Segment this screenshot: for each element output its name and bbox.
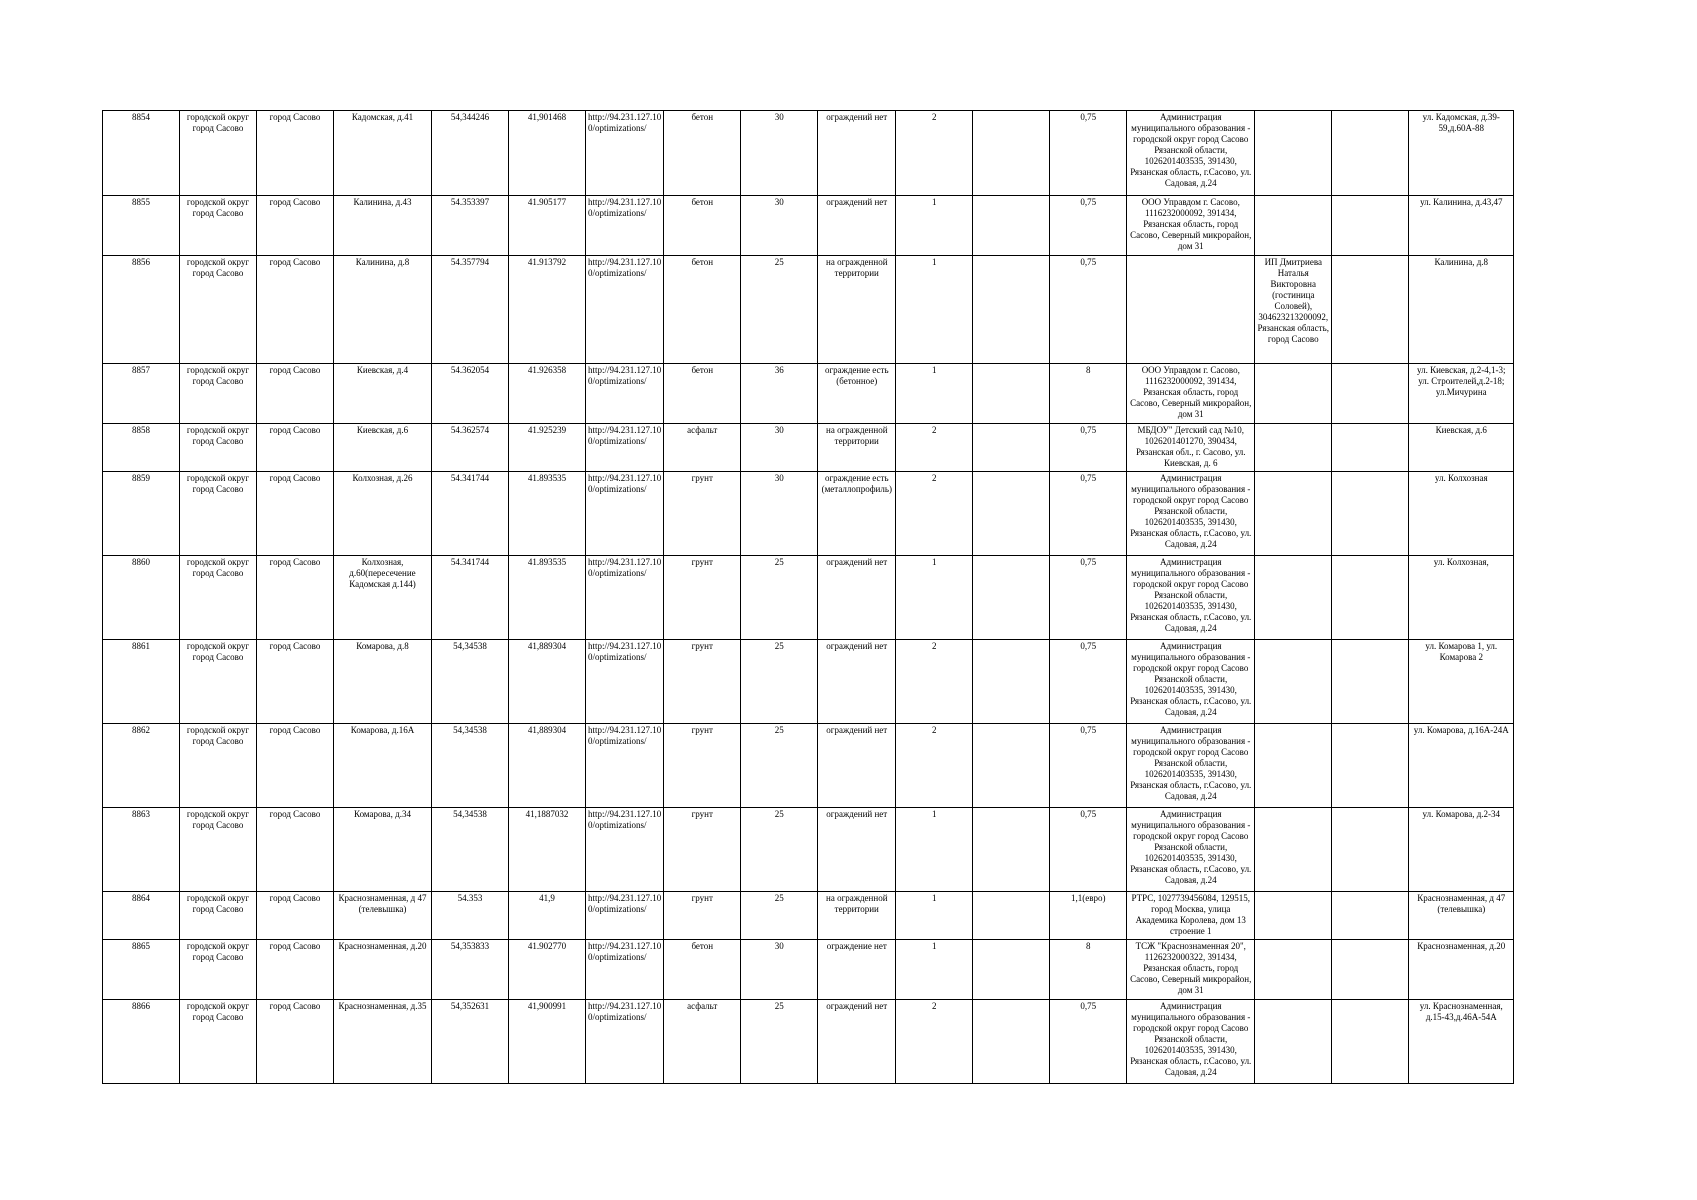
fence-cell: ограждение есть (металлопрофиль) xyxy=(818,472,896,556)
container-volume-cell: 0,75 xyxy=(1050,111,1127,196)
row-id-cell: 8860 xyxy=(103,556,180,640)
latitude-cell: 54,34538 xyxy=(432,724,509,808)
map-link-cell: http://94.231.127.10 0/optimizations/ xyxy=(586,111,664,196)
longitude-cell: 41.893535 xyxy=(509,556,586,640)
longitude-cell: 41,9 xyxy=(509,892,586,940)
longitude-cell: 41.893535 xyxy=(509,472,586,556)
longitude-cell: 41.905177 xyxy=(509,196,586,256)
container-volume-cell: 0,75 xyxy=(1050,724,1127,808)
empty-cell xyxy=(1332,556,1409,640)
locality-cell: город Сасово xyxy=(257,940,334,1000)
fence-cell: ограждение нет xyxy=(818,940,896,1000)
container-volume-cell: 0,75 xyxy=(1050,1000,1127,1084)
row-id-cell: 8864 xyxy=(103,892,180,940)
map-link-cell: http://94.231.127.10 0/optimizations/ xyxy=(586,364,664,424)
row-id-cell: 8856 xyxy=(103,256,180,364)
locality-cell: город Сасово xyxy=(257,196,334,256)
locality-cell: город Сасово xyxy=(257,1000,334,1084)
address-cell: Кадомская, д.41 xyxy=(334,111,432,196)
district-cell: городской округ город Сасово xyxy=(180,940,257,1000)
address-cell: Киевская, д.6 xyxy=(334,424,432,472)
empty-cell xyxy=(1332,808,1409,892)
row-id-cell: 8854 xyxy=(103,111,180,196)
empty-cell xyxy=(1332,640,1409,724)
longitude-cell: 41.902770 xyxy=(509,940,586,1000)
table-row xyxy=(103,1000,1514,1084)
containers-count-cell: 2 xyxy=(896,111,973,196)
empty-cell xyxy=(1332,892,1409,940)
longitude-cell: 41.913792 xyxy=(509,256,586,364)
address-cell: Колхозная, д.60(пересечение Кадомская д.144) xyxy=(334,556,432,640)
row-id-cell: 8857 xyxy=(103,364,180,424)
containers-count-cell: 1 xyxy=(896,892,973,940)
empty-cell xyxy=(973,1000,1050,1084)
map-link-cell: http://94.231.127.10 0/optimizations/ xyxy=(586,256,664,364)
surface-cell: грунт xyxy=(664,724,741,808)
map-link-cell: http://94.231.127.10 0/optimizations/ xyxy=(586,196,664,256)
table-row xyxy=(103,892,1514,940)
empty-cell xyxy=(1332,472,1409,556)
surface-cell: бетон xyxy=(664,256,741,364)
map-link-cell: http://94.231.127.10 0/optimizations/ xyxy=(586,808,664,892)
empty-cell xyxy=(1332,724,1409,808)
surface-cell: грунт xyxy=(664,640,741,724)
waste-sources-cell: ул. Кадомская, д.39-59,д.60А-88 xyxy=(1409,111,1514,196)
fence-cell: ограждений нет xyxy=(818,724,896,808)
container-volume-cell: 0,75 xyxy=(1050,808,1127,892)
table-row xyxy=(103,196,1514,256)
locality-cell: город Сасово xyxy=(257,640,334,724)
empty-cell xyxy=(973,111,1050,196)
locality-cell: город Сасово xyxy=(257,724,334,808)
map-link-cell: http://94.231.127.10 0/optimizations/ xyxy=(586,892,664,940)
map-link-cell: http://94.231.127.10 0/optimizations/ xyxy=(586,940,664,1000)
table-row xyxy=(103,556,1514,640)
empty-cell xyxy=(973,808,1050,892)
empty-cell xyxy=(973,196,1050,256)
locality-cell: город Сасово xyxy=(257,808,334,892)
container-volume-cell: 0,75 xyxy=(1050,424,1127,472)
area-cell: 30 xyxy=(741,196,818,256)
longitude-cell: 41.926358 xyxy=(509,364,586,424)
owner-cell: ТСЖ "Краснознаменная 20", 1126232000322, 391434, Рязанская область, город Сасово, Северный микрорайон, дом 31 xyxy=(1127,940,1255,1000)
district-cell: городской округ город Сасово xyxy=(180,724,257,808)
surface-cell: грунт xyxy=(664,808,741,892)
table-row xyxy=(103,111,1514,196)
fence-cell: на огражденной территории xyxy=(818,256,896,364)
address-cell: Краснознаменная, д 47 (телевышка) xyxy=(334,892,432,940)
owner-entrepreneur-cell: ИП Дмитриева Наталья Викторовна (гостиница Соловей), 304623213200092, Рязанская область, город Сасово xyxy=(1255,256,1332,364)
waste-sources-cell: ул. Комарова, д.16А-24А xyxy=(1409,724,1514,808)
latitude-cell: 54,344246 xyxy=(432,111,509,196)
longitude-cell: 41,889304 xyxy=(509,640,586,724)
owner-cell: Администрация муниципального образования - городской округ город Сасово Рязанской области, 1026201403535, 391430, Рязанская область, г.Сасово, ул. Садовая, д.24 xyxy=(1127,111,1255,196)
container-volume-cell: 0,75 xyxy=(1050,256,1127,364)
waste-sources-cell: ул. Колхозная xyxy=(1409,472,1514,556)
latitude-cell: 54.362574 xyxy=(432,424,509,472)
surface-cell: асфальт xyxy=(664,424,741,472)
table-row xyxy=(103,724,1514,808)
owner-cell: МБДОУ" Детский сад №10, 1026201401270, 390434, Рязанская обл., г. Сасово, ул. Киевская, д. 6 xyxy=(1127,424,1255,472)
owner-cell: Администрация муниципального образования - городской округ город Сасово Рязанской области, 1026201403535, 391430, Рязанская область, г.Сасово, ул. Садовая, д.24 xyxy=(1127,640,1255,724)
district-cell: городской округ город Сасово xyxy=(180,256,257,364)
fence-cell: ограждений нет xyxy=(818,1000,896,1084)
surface-cell: грунт xyxy=(664,472,741,556)
table-row xyxy=(103,472,1514,556)
fence-cell: на огражденной территории xyxy=(818,892,896,940)
table-row xyxy=(103,940,1514,1000)
district-cell: городской округ город Сасово xyxy=(180,364,257,424)
address-cell: Колхозная, д.26 xyxy=(334,472,432,556)
surface-cell: бетон xyxy=(664,940,741,1000)
surface-cell: грунт xyxy=(664,892,741,940)
fence-cell: ограждений нет xyxy=(818,111,896,196)
area-cell: 25 xyxy=(741,556,818,640)
longitude-cell: 41,900991 xyxy=(509,1000,586,1084)
latitude-cell: 54.357794 xyxy=(432,256,509,364)
area-cell: 25 xyxy=(741,724,818,808)
empty-cell xyxy=(973,892,1050,940)
empty-cell xyxy=(1332,1000,1409,1084)
longitude-cell: 41.925239 xyxy=(509,424,586,472)
latitude-cell: 54.353 xyxy=(432,892,509,940)
container-volume-cell: 8 xyxy=(1050,940,1127,1000)
empty-cell xyxy=(973,556,1050,640)
map-link-cell: http://94.231.127.10 0/optimizations/ xyxy=(586,1000,664,1084)
waste-sources-cell: ул. Комарова, д.2-34 xyxy=(1409,808,1514,892)
address-cell: Киевская, д.4 xyxy=(334,364,432,424)
surface-cell: бетон xyxy=(664,196,741,256)
area-cell: 30 xyxy=(741,424,818,472)
district-cell: городской округ город Сасово xyxy=(180,640,257,724)
surface-cell: грунт xyxy=(664,556,741,640)
waste-sources-cell: Калинина, д.8 xyxy=(1409,256,1514,364)
containers-count-cell: 2 xyxy=(896,724,973,808)
empty-cell xyxy=(1332,364,1409,424)
waste-sources-cell: ул. Колхозная, xyxy=(1409,556,1514,640)
owner-entrepreneur-cell xyxy=(1255,556,1332,640)
area-cell: 30 xyxy=(741,111,818,196)
waste-sources-cell: ул. Калинина, д.43,47 xyxy=(1409,196,1514,256)
waste-sources-cell: Краснознаменная, д 47 (телевышка) xyxy=(1409,892,1514,940)
registry-table xyxy=(102,110,1514,1084)
empty-cell xyxy=(1332,940,1409,1000)
map-link-cell: http://94.231.127.10 0/optimizations/ xyxy=(586,724,664,808)
address-cell: Комарова, д.16А xyxy=(334,724,432,808)
empty-cell xyxy=(1332,424,1409,472)
longitude-cell: 41,889304 xyxy=(509,724,586,808)
map-link-cell: http://94.231.127.10 0/optimizations/ xyxy=(586,472,664,556)
area-cell: 25 xyxy=(741,256,818,364)
waste-sources-cell: Краснознаменная, д.20 xyxy=(1409,940,1514,1000)
owner-cell: Администрация муниципального образования - городской округ город Сасово Рязанской области, 1026201403535, 391430, Рязанская область, г.Сасово, ул. Садовая, д.24 xyxy=(1127,1000,1255,1084)
map-link-cell: http://94.231.127.10 0/optimizations/ xyxy=(586,640,664,724)
locality-cell: город Сасово xyxy=(257,256,334,364)
latitude-cell: 54.362054 xyxy=(432,364,509,424)
address-cell: Краснознаменная, д.35 xyxy=(334,1000,432,1084)
address-cell: Комарова, д.34 xyxy=(334,808,432,892)
locality-cell: город Сасово xyxy=(257,892,334,940)
containers-count-cell: 2 xyxy=(896,1000,973,1084)
fence-cell: ограждение есть (бетонное) xyxy=(818,364,896,424)
surface-cell: бетон xyxy=(664,111,741,196)
owner-entrepreneur-cell xyxy=(1255,472,1332,556)
district-cell: городской округ город Сасово xyxy=(180,892,257,940)
row-id-cell: 8863 xyxy=(103,808,180,892)
owner-cell: Администрация муниципального образования - городской округ город Сасово Рязанской области, 1026201403535, 391430, Рязанская область, г.Сасово, ул. Садовая, д.24 xyxy=(1127,556,1255,640)
district-cell: городской округ город Сасово xyxy=(180,1000,257,1084)
locality-cell: город Сасово xyxy=(257,364,334,424)
owner-entrepreneur-cell xyxy=(1255,640,1332,724)
address-cell: Калинина, д.43 xyxy=(334,196,432,256)
fence-cell: ограждений нет xyxy=(818,808,896,892)
area-cell: 25 xyxy=(741,808,818,892)
area-cell: 25 xyxy=(741,640,818,724)
empty-cell xyxy=(1332,196,1409,256)
row-id-cell: 8861 xyxy=(103,640,180,724)
district-cell: городской округ город Сасово xyxy=(180,196,257,256)
district-cell: городской округ город Сасово xyxy=(180,424,257,472)
owner-entrepreneur-cell xyxy=(1255,892,1332,940)
waste-sources-cell: Киевская, д.6 xyxy=(1409,424,1514,472)
row-id-cell: 8865 xyxy=(103,940,180,1000)
surface-cell: бетон xyxy=(664,364,741,424)
locality-cell: город Сасово xyxy=(257,472,334,556)
owner-entrepreneur-cell xyxy=(1255,724,1332,808)
waste-sources-cell: ул. Киевская, д.2-4,1-3; ул. Строителей,д.2-18; ул.Мичурина xyxy=(1409,364,1514,424)
table-row xyxy=(103,808,1514,892)
owner-cell: РТРС, 1027739456084, 129515, город Москва, улица Академика Королева, дом 13 строение 1 xyxy=(1127,892,1255,940)
row-id-cell: 8858 xyxy=(103,424,180,472)
longitude-cell: 41,901468 xyxy=(509,111,586,196)
container-volume-cell: 8 xyxy=(1050,364,1127,424)
owner-entrepreneur-cell xyxy=(1255,808,1332,892)
empty-cell xyxy=(973,472,1050,556)
map-link-cell: http://94.231.127.10 0/optimizations/ xyxy=(586,424,664,472)
locality-cell: город Сасово xyxy=(257,111,334,196)
row-id-cell: 8859 xyxy=(103,472,180,556)
owner-cell xyxy=(1127,256,1255,364)
container-volume-cell: 1,1(евро) xyxy=(1050,892,1127,940)
owner-entrepreneur-cell xyxy=(1255,196,1332,256)
latitude-cell: 54.341744 xyxy=(432,556,509,640)
container-volume-cell: 0,75 xyxy=(1050,640,1127,724)
table-row xyxy=(103,424,1514,472)
fence-cell: ограждений нет xyxy=(818,556,896,640)
empty-cell xyxy=(973,364,1050,424)
table-row xyxy=(103,256,1514,364)
row-id-cell: 8855 xyxy=(103,196,180,256)
container-volume-cell: 0,75 xyxy=(1050,196,1127,256)
owner-entrepreneur-cell xyxy=(1255,364,1332,424)
map-link-cell: http://94.231.127.10 0/optimizations/ xyxy=(586,556,664,640)
empty-cell xyxy=(973,724,1050,808)
containers-count-cell: 1 xyxy=(896,196,973,256)
fence-cell: ограждений нет xyxy=(818,196,896,256)
locality-cell: город Сасово xyxy=(257,556,334,640)
address-cell: Калинина, д.8 xyxy=(334,256,432,364)
latitude-cell: 54,352631 xyxy=(432,1000,509,1084)
fence-cell: ограждений нет xyxy=(818,640,896,724)
owner-entrepreneur-cell xyxy=(1255,1000,1332,1084)
empty-cell xyxy=(973,940,1050,1000)
latitude-cell: 54,353833 xyxy=(432,940,509,1000)
containers-count-cell: 1 xyxy=(896,808,973,892)
owner-cell: Администрация муниципального образования - городской округ город Сасово Рязанской области, 1026201403535, 391430, Рязанская область, г.Сасово, ул. Садовая, д.24 xyxy=(1127,724,1255,808)
empty-cell xyxy=(1332,111,1409,196)
owner-cell: Администрация муниципального образования - городской округ город Сасово Рязанской области, 1026201403535, 391430, Рязанская область, г.Сасово, ул. Садовая, д.24 xyxy=(1127,472,1255,556)
area-cell: 25 xyxy=(741,1000,818,1084)
container-volume-cell: 0,75 xyxy=(1050,472,1127,556)
table-row xyxy=(103,364,1514,424)
district-cell: городской округ город Сасово xyxy=(180,556,257,640)
waste-sources-cell: ул. Комарова 1, ул. Комарова 2 xyxy=(1409,640,1514,724)
owner-cell: ООО Управдом г. Сасово, 1116232000092, 391434, Рязанская область, город Сасово, Северный микрорайон, дом 31 xyxy=(1127,364,1255,424)
district-cell: городской округ город Сасово xyxy=(180,808,257,892)
empty-cell xyxy=(973,640,1050,724)
surface-cell: асфальт xyxy=(664,1000,741,1084)
containers-count-cell: 2 xyxy=(896,424,973,472)
latitude-cell: 54,34538 xyxy=(432,640,509,724)
owner-entrepreneur-cell xyxy=(1255,940,1332,1000)
container-volume-cell: 0,75 xyxy=(1050,556,1127,640)
containers-count-cell: 1 xyxy=(896,940,973,1000)
address-cell: Комарова, д.8 xyxy=(334,640,432,724)
empty-cell xyxy=(1332,256,1409,364)
owner-cell: Администрация муниципального образования - городской округ город Сасово Рязанской области, 1026201403535, 391430, Рязанская область, г.Сасово, ул. Садовая, д.24 xyxy=(1127,808,1255,892)
containers-count-cell: 2 xyxy=(896,472,973,556)
locality-cell: город Сасово xyxy=(257,424,334,472)
owner-entrepreneur-cell xyxy=(1255,424,1332,472)
table-row xyxy=(103,640,1514,724)
address-cell: Краснознаменная, д.20 xyxy=(334,940,432,1000)
owner-cell: ООО Управдом г. Сасово, 1116232000092, 391434, Рязанская область, город Сасово, Северный микрорайон, дом 31 xyxy=(1127,196,1255,256)
containers-count-cell: 1 xyxy=(896,256,973,364)
waste-sources-cell: ул. Краснознаменная, д.15-43,д.46А-54А xyxy=(1409,1000,1514,1084)
containers-count-cell: 1 xyxy=(896,364,973,424)
latitude-cell: 54.353397 xyxy=(432,196,509,256)
fence-cell: на огражденной территории xyxy=(818,424,896,472)
district-cell: городской округ город Сасово xyxy=(180,472,257,556)
area-cell: 36 xyxy=(741,364,818,424)
district-cell: городской округ город Сасово xyxy=(180,111,257,196)
area-cell: 25 xyxy=(741,892,818,940)
owner-entrepreneur-cell xyxy=(1255,111,1332,196)
row-id-cell: 8862 xyxy=(103,724,180,808)
latitude-cell: 54.341744 xyxy=(432,472,509,556)
longitude-cell: 41,1887032 xyxy=(509,808,586,892)
latitude-cell: 54,34538 xyxy=(432,808,509,892)
area-cell: 30 xyxy=(741,472,818,556)
empty-cell xyxy=(973,424,1050,472)
empty-cell xyxy=(973,256,1050,364)
containers-count-cell: 2 xyxy=(896,640,973,724)
containers-count-cell: 1 xyxy=(896,556,973,640)
area-cell: 30 xyxy=(741,940,818,1000)
row-id-cell: 8866 xyxy=(103,1000,180,1084)
